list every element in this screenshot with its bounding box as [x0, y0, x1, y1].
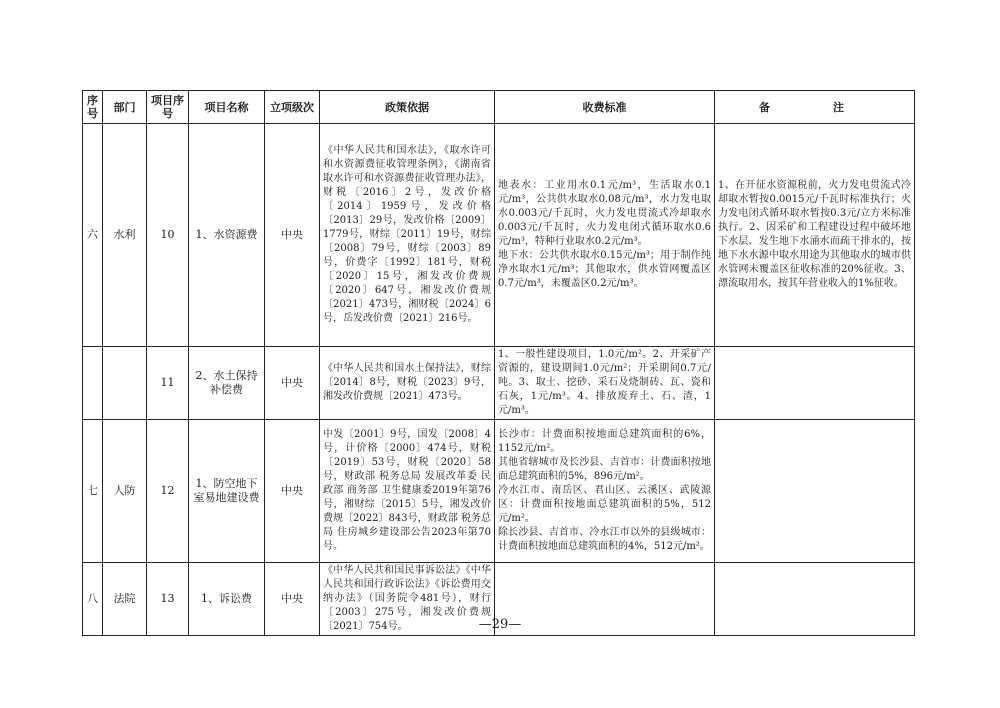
header-dept: 部门: [103, 91, 147, 124]
cell-standard: 长沙市：计费面积按地面总建筑面积的6%，1152元/m²。 其他省辖城市及长沙县、吉首市：计费面积按地面总建筑面积的5%，896元/m²。 冷水江市、南岳区、君山区、云溪区、武陵源区：计费面积按地面总建筑面积的5%，512元/m²。 除长沙县、吉首市、冷水江市以外的县级城市：计费面积按地面总建筑面积的4%，512元/m²。: [495, 420, 715, 563]
cell-seq: 八: [83, 563, 103, 636]
cell-seq: [83, 347, 103, 420]
cell-level: 中央: [265, 124, 320, 347]
cell-remark: [715, 347, 915, 420]
table-row: [83, 347, 915, 420]
cell-level: 中央: [265, 347, 320, 420]
cell-policy: 《中华人民共和国民事诉讼法》《中华人民共和国行政诉讼法》《诉讼费用交纳办法》（国务院令481号），财行〔2003〕275号，湘发改价费规〔2021〕754号。: [320, 563, 495, 636]
cell-standard: 地表水：工业用水0.1元/m³，生活取水0.1元/m³，公共供水取水0.08元/m³，水力发电取水0.003元/千瓦时，火力发电贯流式冷却取水0.003元/千瓦时，火力发电闭式循环取水0.6元/m³，特种行业取水0.2元/m³。 地下水：公共供水取水0.15元/m³；用于制作纯净水取水1元/m³；其他取水，供水管网覆盖区0.7元/m³，未覆盖区0.2元/m³。: [495, 124, 715, 347]
cell-remark: [715, 420, 915, 563]
cell-policy: 中发〔2001〕9号，国发〔2008〕4号，计价格〔2000〕474号，财税〔2019〕53号，财税〔2020〕58号，财政部 税务总局 发展改革委 民政部 商务部 卫生健康委2019年第76号，湘财综〔2015〕5号，湘发改价费规〔2022〕843号，财政部 税务总局 住房城乡建设部公告2023年第70号。: [320, 420, 495, 563]
header-level: 立项级次: [265, 91, 320, 124]
header-seq: 序号: [83, 91, 103, 124]
header-item-no: 项目序号: [147, 91, 189, 124]
cell-dept: [103, 347, 147, 420]
cell-dept: 人防: [103, 420, 147, 563]
table-header-row: [83, 91, 915, 124]
header-remark: 备 注: [715, 91, 915, 124]
cell-remark: 1、在开征水资源税前，火力发电贯流式冷却取水暂按0.0015元/千瓦时标准执行；火力发电闭式循环取水暂按0.3元/立方米标准执行。2、因采矿和工程建设过程中破坏地下水层、发生地下水涌水而疏干排水的，按地下水水源中取水用途为其他取水的城市供水管网未覆盖区征收标准的20%征收。3、漂流取用水，按其年营业收入的1%征收。: [715, 124, 915, 347]
cell-item-no: 13: [147, 563, 189, 636]
header-standard: 收费标准: [495, 91, 715, 124]
cell-item-name: 1、防空地下室易地建设费: [189, 420, 265, 563]
cell-item-no: 12: [147, 420, 189, 563]
page-number: —29—: [478, 617, 522, 632]
cell-dept: 法院: [103, 563, 147, 636]
cell-item-name: 1、水资源费: [189, 124, 265, 347]
cell-dept: 水利: [103, 124, 147, 347]
cell-seq: 七: [83, 420, 103, 563]
cell-item-name: 2、水土保持补偿费: [189, 347, 265, 420]
cell-standard: 1、一般性建设项目，1.0元/m²。2、开采矿产资源的，建设期间1.0元/m²；开采期间0.7元/吨。3、取土、挖砂、采石及烧制砖、瓦、瓷和石灰，1元/m³。4、排放废弃土、石、渣，1元/m³。: [495, 347, 715, 420]
cell-policy: 《中华人民共和国水法》，《取水许可和水资源费征收管理条例》，《湖南省取水许可和水资源费征收管理办法》，财税〔2016〕2号，发改价格〔2014〕1959号，发改价格〔2013〕29号，发改价格〔2009〕1779号，财综〔2011〕19号，财综〔2008〕79号，财综〔2003〕89号，价费字〔1992〕181号，财税〔2020〕15号，湘发改价费规〔2020〕647号，湘发改价费规〔2021〕473号，湘财税〔2024〕6号，岳发改价费〔2021〕216号。: [320, 124, 495, 347]
cell-item-name: 1、诉讼费: [189, 563, 265, 636]
fee-table: [82, 90, 915, 636]
table-row: [83, 420, 915, 563]
header-item-name: 项目名称: [189, 91, 265, 124]
header-policy: 政策依据: [320, 91, 495, 124]
cell-policy: 《中华人民共和国水土保持法》，财综〔2014〕8号，财税〔2023〕9号，湘发改价费规〔2021〕473号。: [320, 347, 495, 420]
cell-item-no: 10: [147, 124, 189, 347]
cell-seq: 六: [83, 124, 103, 347]
cell-level: 中央: [265, 420, 320, 563]
cell-level: 中央: [265, 563, 320, 636]
table-row: [83, 124, 915, 347]
cell-item-no: 11: [147, 347, 189, 420]
